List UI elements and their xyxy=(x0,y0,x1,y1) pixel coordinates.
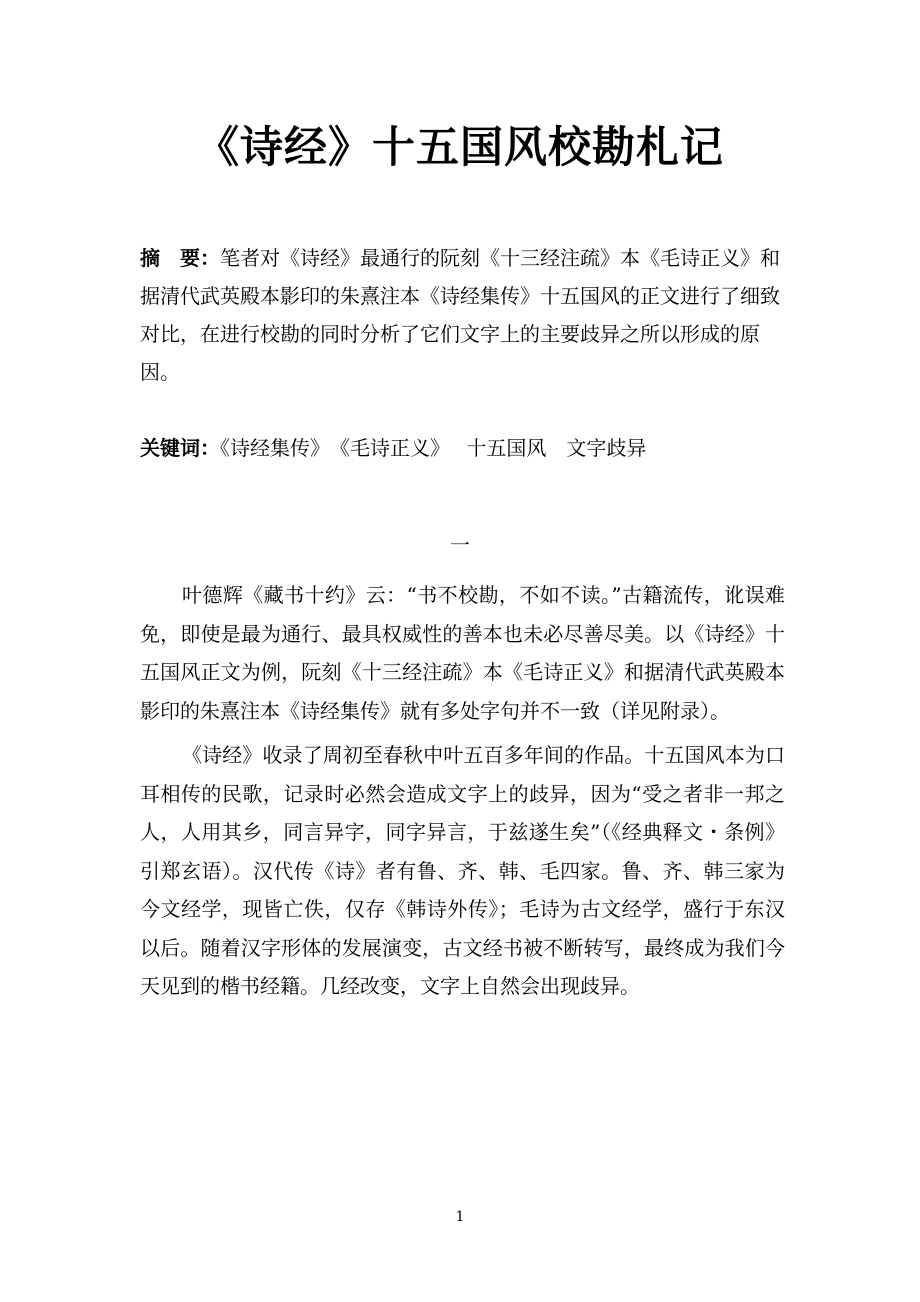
abstract-text: 笔者对《诗经》最通行的阮刻《十三经注疏》本《毛诗正义》和据清代武英殿本影印的朱熹注本《诗经集传》十五国风的正文进行了细致对比，在进行校勘的同时分析了它们文字上的主要歧异之所以形成的原因。 xyxy=(140,246,780,384)
abstract-block xyxy=(140,239,785,391)
keywords-text: 《诗经集传》 《毛诗正义》 十五国风 文字歧异 xyxy=(220,436,647,460)
keywords-label: 关键词： xyxy=(140,436,220,460)
keywords-block xyxy=(140,432,785,464)
section-heading: 一 xyxy=(450,533,470,557)
body-text xyxy=(140,576,785,1012)
abstract-label: 摘 要： xyxy=(140,246,220,270)
body-paragraph: 叶德辉《藏书十约》云：“书不校勘，不如不读。”古籍流传，讹误难免，即使是最为通行、最具权威性的善本也未必尽善尽美。以《诗经》十五国风正文为例，阮刻《十三经注疏》本《毛诗正义》和据清代武英殿本影印的朱熹注本《诗经集传》就有多处字句并不一致（详见附录）。 xyxy=(140,583,785,723)
body-paragraph: 《诗经》收录了周初至春秋中叶五百多年间的作品。十五国风本为口耳相传的民歌，记录时必然会造成文字上的歧异，因为“受之者非一邦之人，人用其乡，同言异字，同字异言，于兹遂生矣”（《经典释文・条例》引郑玄语）。汉代传《诗》者有鲁、齐、韩、毛四家。鲁、齐、韩三家为今文经学，现皆亡佚，仅存《韩诗外传》；毛诗为古文经学，盛行于东汉以后。随着汉字形体的发展演变，古文经书被不断转写，最终成为我们今天见到的楷书经籍。几经改变，文字上自然会出现歧异。 xyxy=(140,743,785,998)
document-title: 《诗经》十五国风校勘札记 xyxy=(196,123,724,173)
page-number: 1 xyxy=(455,1209,465,1225)
